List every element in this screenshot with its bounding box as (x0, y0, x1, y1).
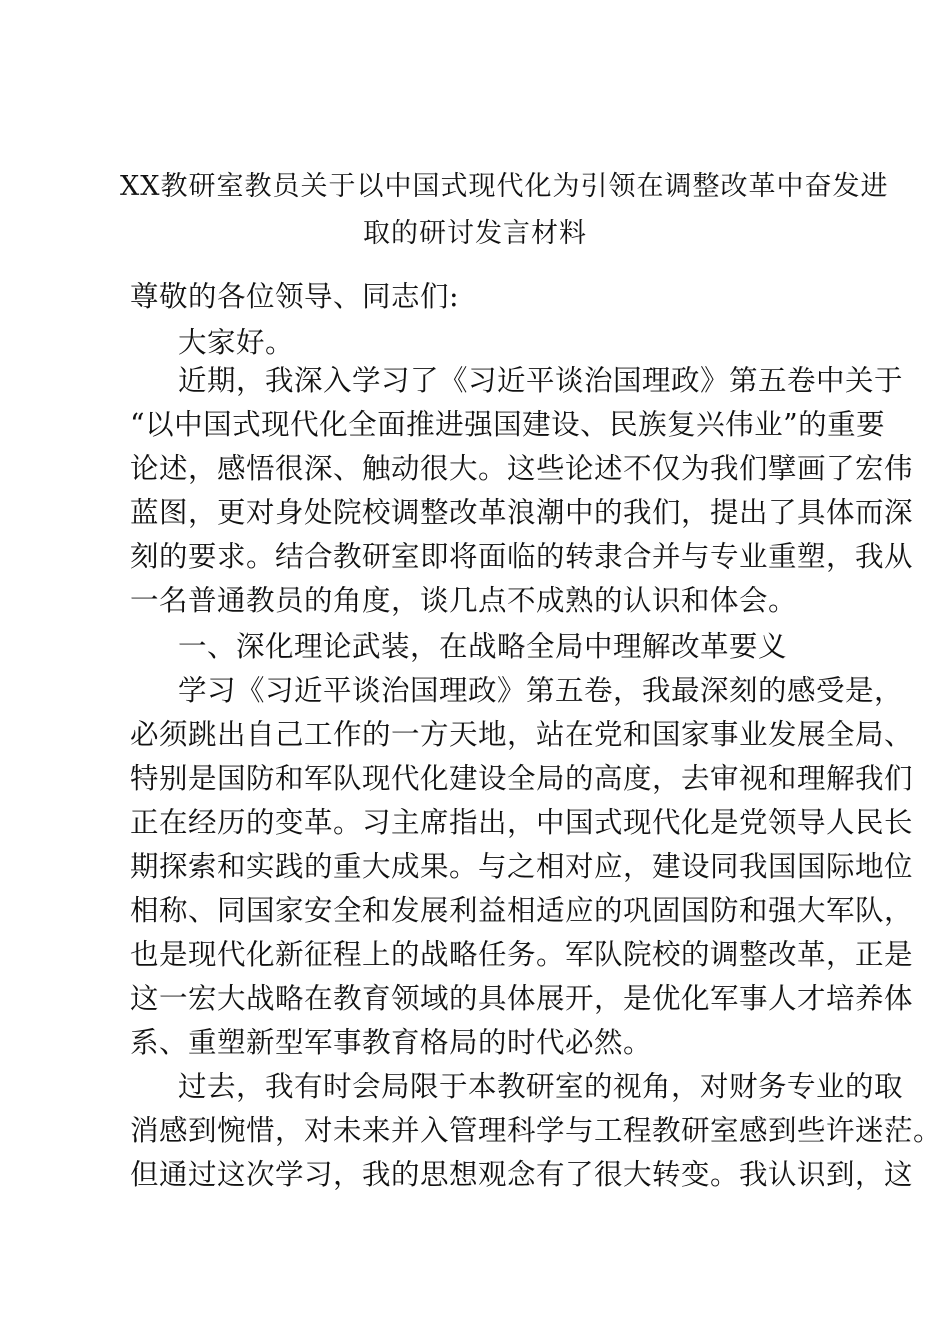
paragraph-line: 学习《习近平谈治国理政》第五卷，我最深刻的感受是， (178, 674, 904, 707)
greeting: 大家好。 (178, 326, 295, 359)
paragraph-line: 必须跳出自己工作的一方天地，站在党和国家事业发展全局、 (130, 718, 914, 751)
paragraph-line: 相称、同国家安全和发展利益相适应的巩固国防和强大军队， (130, 894, 914, 927)
paragraph-line: 消感到惋惜，对未来并入管理科学与工程教研室感到些许迷茫。 (130, 1114, 943, 1147)
paragraph-line: 蓝图，更对身处院校调整改革浪潮中的我们，提出了具体而深 (130, 496, 914, 529)
paragraph-line: 但通过这次学习，我的思想观念有了很大转变。我认识到，这 (130, 1158, 914, 1191)
paragraph-line: 也是现代化新征程上的战略任务。军队院校的调整改革，正是 (130, 938, 914, 971)
paragraph-line: 特别是国防和军队现代化建设全局的高度，去审视和理解我们 (130, 762, 914, 795)
document-title-line-2: 取的研讨发言材料 (363, 218, 587, 249)
paragraph-line: 刻的要求。结合教研室即将面临的转隶合并与专业重塑，我从 (130, 540, 914, 573)
paragraph-line: 期探索和实践的重大成果。与之相对应，建设同我国国际地位 (130, 850, 914, 883)
paragraph-line: 过去，我有时会局限于本教研室的视角，对财务专业的取 (178, 1070, 904, 1103)
paragraph-line: 正在经历的变革。习主席指出，中国式现代化是党领导人民长 (130, 806, 914, 839)
paragraph-line: 这一宏大战略在教育领域的具体展开，是优化军事人才培养体 (130, 982, 914, 1015)
paragraph-line: 系、重塑新型军事教育格局的时代必然。 (130, 1026, 653, 1059)
paragraph-line: 一名普通教员的角度，谈几点不成熟的认识和体会。 (130, 584, 798, 617)
paragraph-line: 论述，感悟很深、触动很大。这些论述不仅为我们擘画了宏伟 (130, 452, 914, 485)
section-heading: 一、深化理论武装，在战略全局中理解改革要义 (178, 630, 788, 663)
salutation: 尊敬的各位领导、同志们: (130, 280, 460, 313)
paragraph-line: “以中国式现代化全面推进强国建设、民族复兴伟业”的重要 (130, 408, 886, 441)
document-title-line-1: XX教研室教员关于以中国式现代化为引领在调整改革中奋发进 (120, 171, 889, 202)
paragraph-line: 近期，我深入学习了《习近平谈治国理政》第五卷中关于 (178, 364, 904, 397)
